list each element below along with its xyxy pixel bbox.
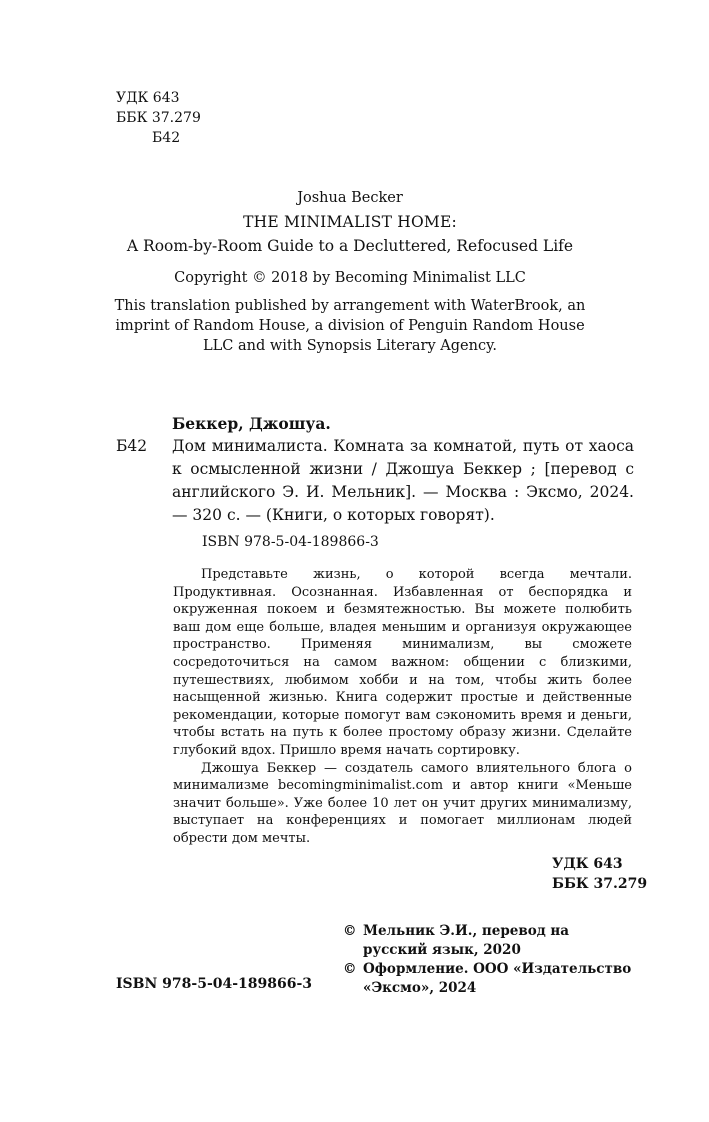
annotation-paragraph-1: Представьте жизнь, о которой всегда мечтали. Продуктивная. Осознанная. Избавленная от беспорядка и окруженная покоем и безмятежностью. Вы можете полюбить ваш дом еще больше, владея меньшим и организуя окружающее пространство. Применяя минимализм, вы сможете сосредоточиться на самом важном: общении с близкими, путешествиях, любимом хобби и на том, чтобы жить более насыщенной жизнью. Книга содержит простые и действенные рекомендации, которые помогут вам сэкономить время и деньги, чтобы встать на путь к более простому образу жизни. Сделайте глубокий вдох. Пришло время начать сортировку. <box>173 567 632 758</box>
copyright-symbol: © <box>343 923 357 939</box>
bbk-code: ББК 37.279 <box>116 110 201 126</box>
footer-isbn: ISBN 978-5-04-189866-3 <box>116 976 313 992</box>
original-subtitle: A Room-by-Room Guide to a Decluttered, Refocused Life <box>126 237 574 255</box>
bbk-code-bottom: ББК 37.279 <box>552 876 648 892</box>
bib-author-heading: Беккер, Джошуа. <box>172 414 331 433</box>
bib-description: Дом минималиста. Комната за комнатой, путь от хаоса к осмысленной жизни / Джошуа Беккер ; [перевод с английского Э. И. Мельник]. — Москва : Эксмо, 2024. — 320 с. — (Книги, о которых говорят). <box>172 437 634 524</box>
author-mark: Б42 <box>152 130 181 146</box>
bibliographic-record <box>116 412 634 527</box>
classification-block-top <box>116 88 201 148</box>
copyright-symbol: © <box>343 961 357 977</box>
bib-author-mark: Б42 <box>116 437 148 455</box>
original-title: THE MINIMALIST HOME: <box>243 213 457 231</box>
original-author: Joshua Becker <box>297 190 403 206</box>
rights-design <box>343 960 633 998</box>
bib-entry <box>116 435 634 527</box>
rights-translation <box>343 922 633 960</box>
rights-block <box>343 922 633 998</box>
translation-license: This translation published by arrangement with WaterBrook, an imprint of Random House, a division of Penguin Random House LLC and with Synopsis Literary Agency. <box>114 298 586 354</box>
rights-design-text: Оформление. ООО «Издательство «Эксмо», 2024 <box>363 961 632 996</box>
annotation-paragraph-2: Джошуа Беккер — создатель самого влиятельного блога о минимализме becomingminimalist.com и автор книги «Меньше значит больше». Уже более 10 лет он учит других минимализму, выступает на конференциях и помогает миллионам людей обрести дом мечты. <box>173 760 632 846</box>
copyright-line: Copyright © 2018 by Becoming Minimalist LLC <box>174 270 526 286</box>
udk-code-bottom: УДК 643 <box>552 856 623 872</box>
original-edition-block <box>110 186 590 356</box>
annotation <box>173 566 632 848</box>
udk-code: УДК 643 <box>116 90 180 106</box>
bib-isbn: ISBN 978-5-04-189866-3 <box>202 534 379 550</box>
rights-translation-text: Мельник Э.И., перевод на русский язык, 2020 <box>363 923 570 958</box>
classification-block-bottom <box>552 854 647 894</box>
